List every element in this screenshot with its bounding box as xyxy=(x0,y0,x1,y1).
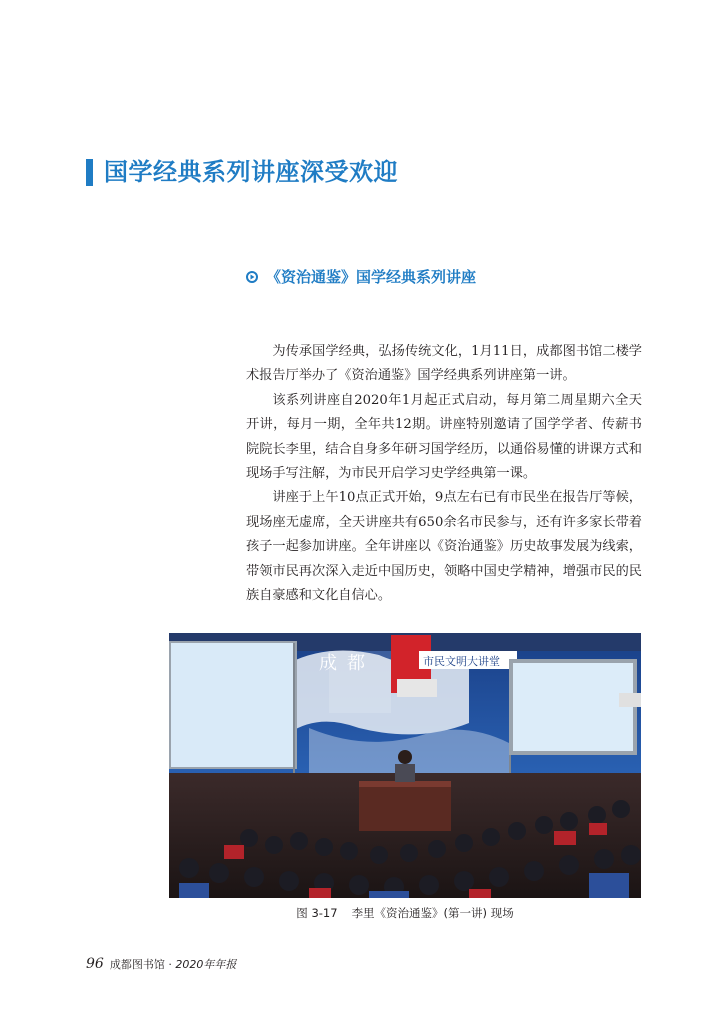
backdrop-city-name: 成都 xyxy=(319,653,375,674)
backdrop-banner: 市民文明大讲堂 xyxy=(423,655,500,668)
page-footer xyxy=(86,955,236,974)
paragraph: 讲座于上午10点正式开始，9点左右已有市民坐在报告厅等候，现场座无虚席，全天讲座共有650余名市民参与，还有许多家长带着孩子一起参加讲座。全年讲座以《资治通鉴》历史故事发展为线索，带领市民再次深入走近中国历史，领略中国史学精神，增强市民的民族自豪感和文化自信心。 xyxy=(246,490,642,604)
play-bullet-icon xyxy=(246,271,258,283)
paragraph: 该系列讲座自2020年1月起正式启动，每月第二周星期六全天开讲，每月一期，全年共12期。讲座特别邀请了国学学者、传薪书院院长李里，结合自身多年研习国学经历，以通俗易懂的讲课方式和现场手写注解，为市民开启学习史学经典第一课。 xyxy=(246,392,642,482)
paragraph: 为传承国学经典，弘扬传统文化，1月11日，成都图书馆二楼学术报告厅举办了《资治通鉴》国学经典系列讲座第一讲。 xyxy=(246,344,642,384)
report-year: 2020年年报 xyxy=(175,958,237,971)
page-number: 96 xyxy=(86,956,104,972)
figure-caption xyxy=(169,905,641,921)
lecture-photo xyxy=(169,633,641,898)
article-body xyxy=(246,340,642,608)
figure-caption-text: 李里《资治通鉴》(第一讲) 现场 xyxy=(351,906,514,920)
figure-number: 图 3-17 xyxy=(296,906,338,920)
section-title: 国学经典系列讲座深受欢迎 xyxy=(104,158,398,186)
publication-name: 成都图书馆 · xyxy=(109,958,176,971)
section-title-bar xyxy=(86,159,93,186)
subsection-title: 《资治通鉴》国学经典系列讲座 xyxy=(266,268,477,286)
